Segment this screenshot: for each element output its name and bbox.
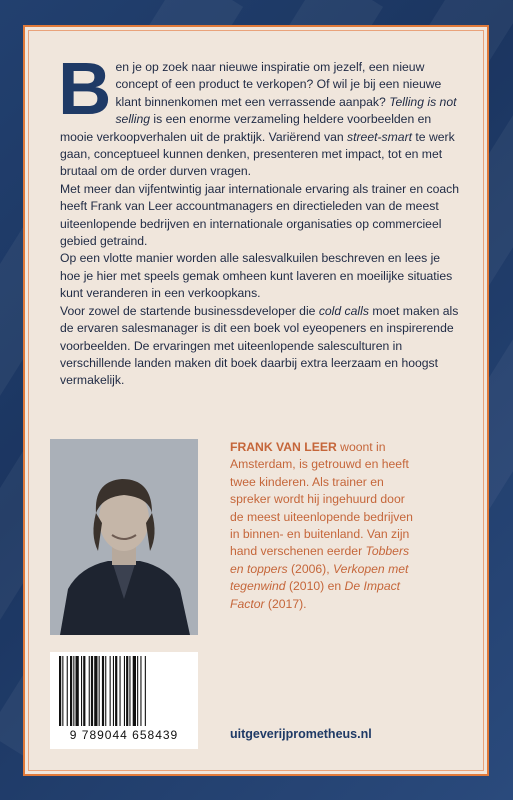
book-title-italic: Telling is not selling — [115, 94, 457, 127]
blurb — [58, 47, 460, 390]
book-title-italic: Verkopen met tegenwind — [230, 561, 409, 594]
text-span: te werk gaan, conceptueel kunnen denken, presenteren met impact, tot en met brutaal om de order durven vragen. — [60, 129, 455, 179]
experience-paragraph: Met meer dan vijfentwintig jaar internationale ervaring als trainer en coach heeft Frank van Leer accountmanagers en directieleden van de meest uiteenlopende bedrijven en internationale organisaties op commercieel gebied getraind. — [60, 181, 460, 249]
pitfalls-paragraph: Op een vlotte manier worden alle salesvalkuilen beschreven en lees je hoe je hier met speels gemak omheen kunt laveren en moeilijke situaties kunt veranderen in een verkoopkans. — [60, 251, 453, 301]
audience-paragraph — [60, 303, 460, 390]
drop-cap: B — [58, 47, 112, 130]
text-span: (2017). — [264, 596, 307, 611]
intro-paragraph — [58, 47, 460, 181]
text-span: Voor zowel de startende businessdeveloper die — [60, 303, 319, 318]
book-title-italic: Tobbers en toppers — [230, 544, 410, 576]
publisher-website[interactable]: uitgeverijprometheus.nl — [230, 727, 372, 741]
term-italic: cold calls — [318, 303, 369, 318]
book-title-italic: De Impact Factor — [230, 579, 401, 611]
text-span: is een enorme verzameling heldere voorbeelden en mooie verkoopverhalen uit de praktijk. Variërend van — [60, 112, 432, 144]
text-span: moet maken als de ervaren salesmanager is dit een boek vol eyeopeners en inspirerende voorbeelden. De ervaringen met uiteenlopende salesculturen in verschillende landen maken dit boek daarbij extra leerzaam en hoogst vermakelijk. — [60, 303, 459, 388]
text-span: (2006), — [287, 561, 333, 576]
text-span: (2010) en — [285, 579, 345, 594]
isbn-number: 9 789044 658439 — [69, 728, 179, 742]
content-panel — [23, 25, 489, 776]
barcode — [50, 652, 198, 749]
text-span: en je op zoek naar nieuwe inspiratie om jezelf, een nieuw concept of een product te verkopen? Of wil je bij een nieuwe klant binnenkomen met een verrassende aanpak? — [115, 60, 442, 109]
text-span: woont in Amsterdam, is getrouwd en heeft twee kinderen. Als trainer en spreker wordt hij ingehuurd door de meest uiteenlopende bedrijven in binnen- en buitenland. Van zijn hand verschenen eerder — [230, 440, 413, 559]
author-photo — [50, 439, 198, 635]
term-italic: street-smart — [347, 129, 413, 144]
author-name: FRANK VAN LEER — [230, 440, 337, 454]
barcode-bars — [57, 656, 191, 726]
author-bio — [230, 439, 415, 613]
